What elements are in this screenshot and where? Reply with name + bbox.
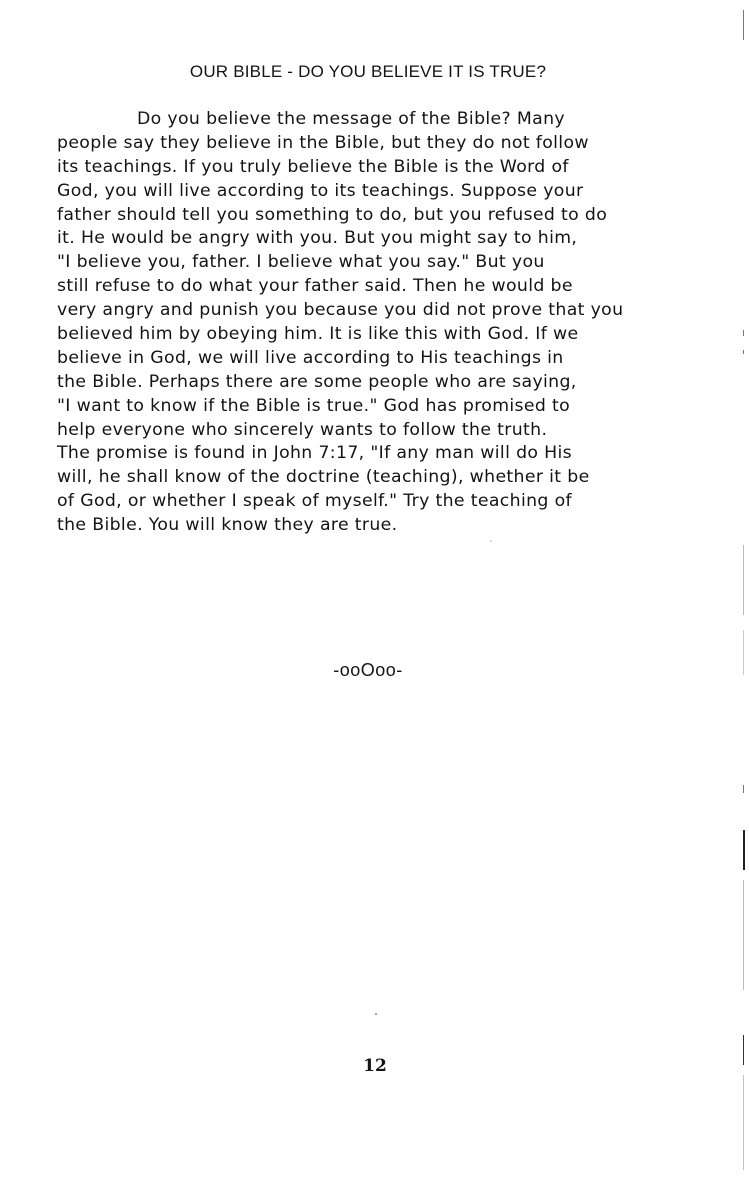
body-line: very angry and punish you because you did not prove that you [57,300,624,321]
body-line: it. He would be angry with you. But you might say to him, [57,228,578,249]
page-title: OUR BIBLE - DO YOU BELIEVE IT IS TRUE? [189,62,547,81]
scan-edge-marks [742,0,746,1178]
body-line: God, you will live according to its teachings. Suppose your [57,180,584,201]
body-line: believe in God, we will live according to His teachings in [57,347,564,368]
body-line: people say they believe in the Bible, but they do not follow [57,132,589,153]
body-line: Do you believe the message of the Bible? Many [137,109,565,129]
body-line: The promise is found in John 7:17, "If any man will do His [57,443,573,464]
section-separator: -ooOoo- [333,660,403,680]
scan-speck [375,1013,377,1015]
body-line: will, he shall know of the doctrine (teaching), whether it be [57,467,590,488]
body-line: its teachings. If you truly believe the Bible is the Word of [57,156,569,177]
body-line: the Bible. You will know they are true. [57,515,398,536]
body-line: the Bible. Perhaps there are some people who are saying, [57,371,577,392]
body-line: believed him by obeying him. It is like this with God. If we [57,324,579,345]
body-line: of God, or whether I speak of myself." Try the teaching of [57,491,572,512]
body-paragraph [57,108,717,538]
scan-speck [490,540,492,542]
body-line: father should tell you something to do, but you refused to do [57,204,608,225]
body-line: still refuse to do what your father said. Then he would be [57,276,573,297]
body-line: help everyone who sincerely wants to follow the truth. [57,419,548,440]
page-number: 12 [363,1056,387,1076]
body-line: "I want to know if the Bible is true." God has promised to [57,395,571,416]
body-line: "I believe you, father. I believe what you say." But you [57,252,545,273]
